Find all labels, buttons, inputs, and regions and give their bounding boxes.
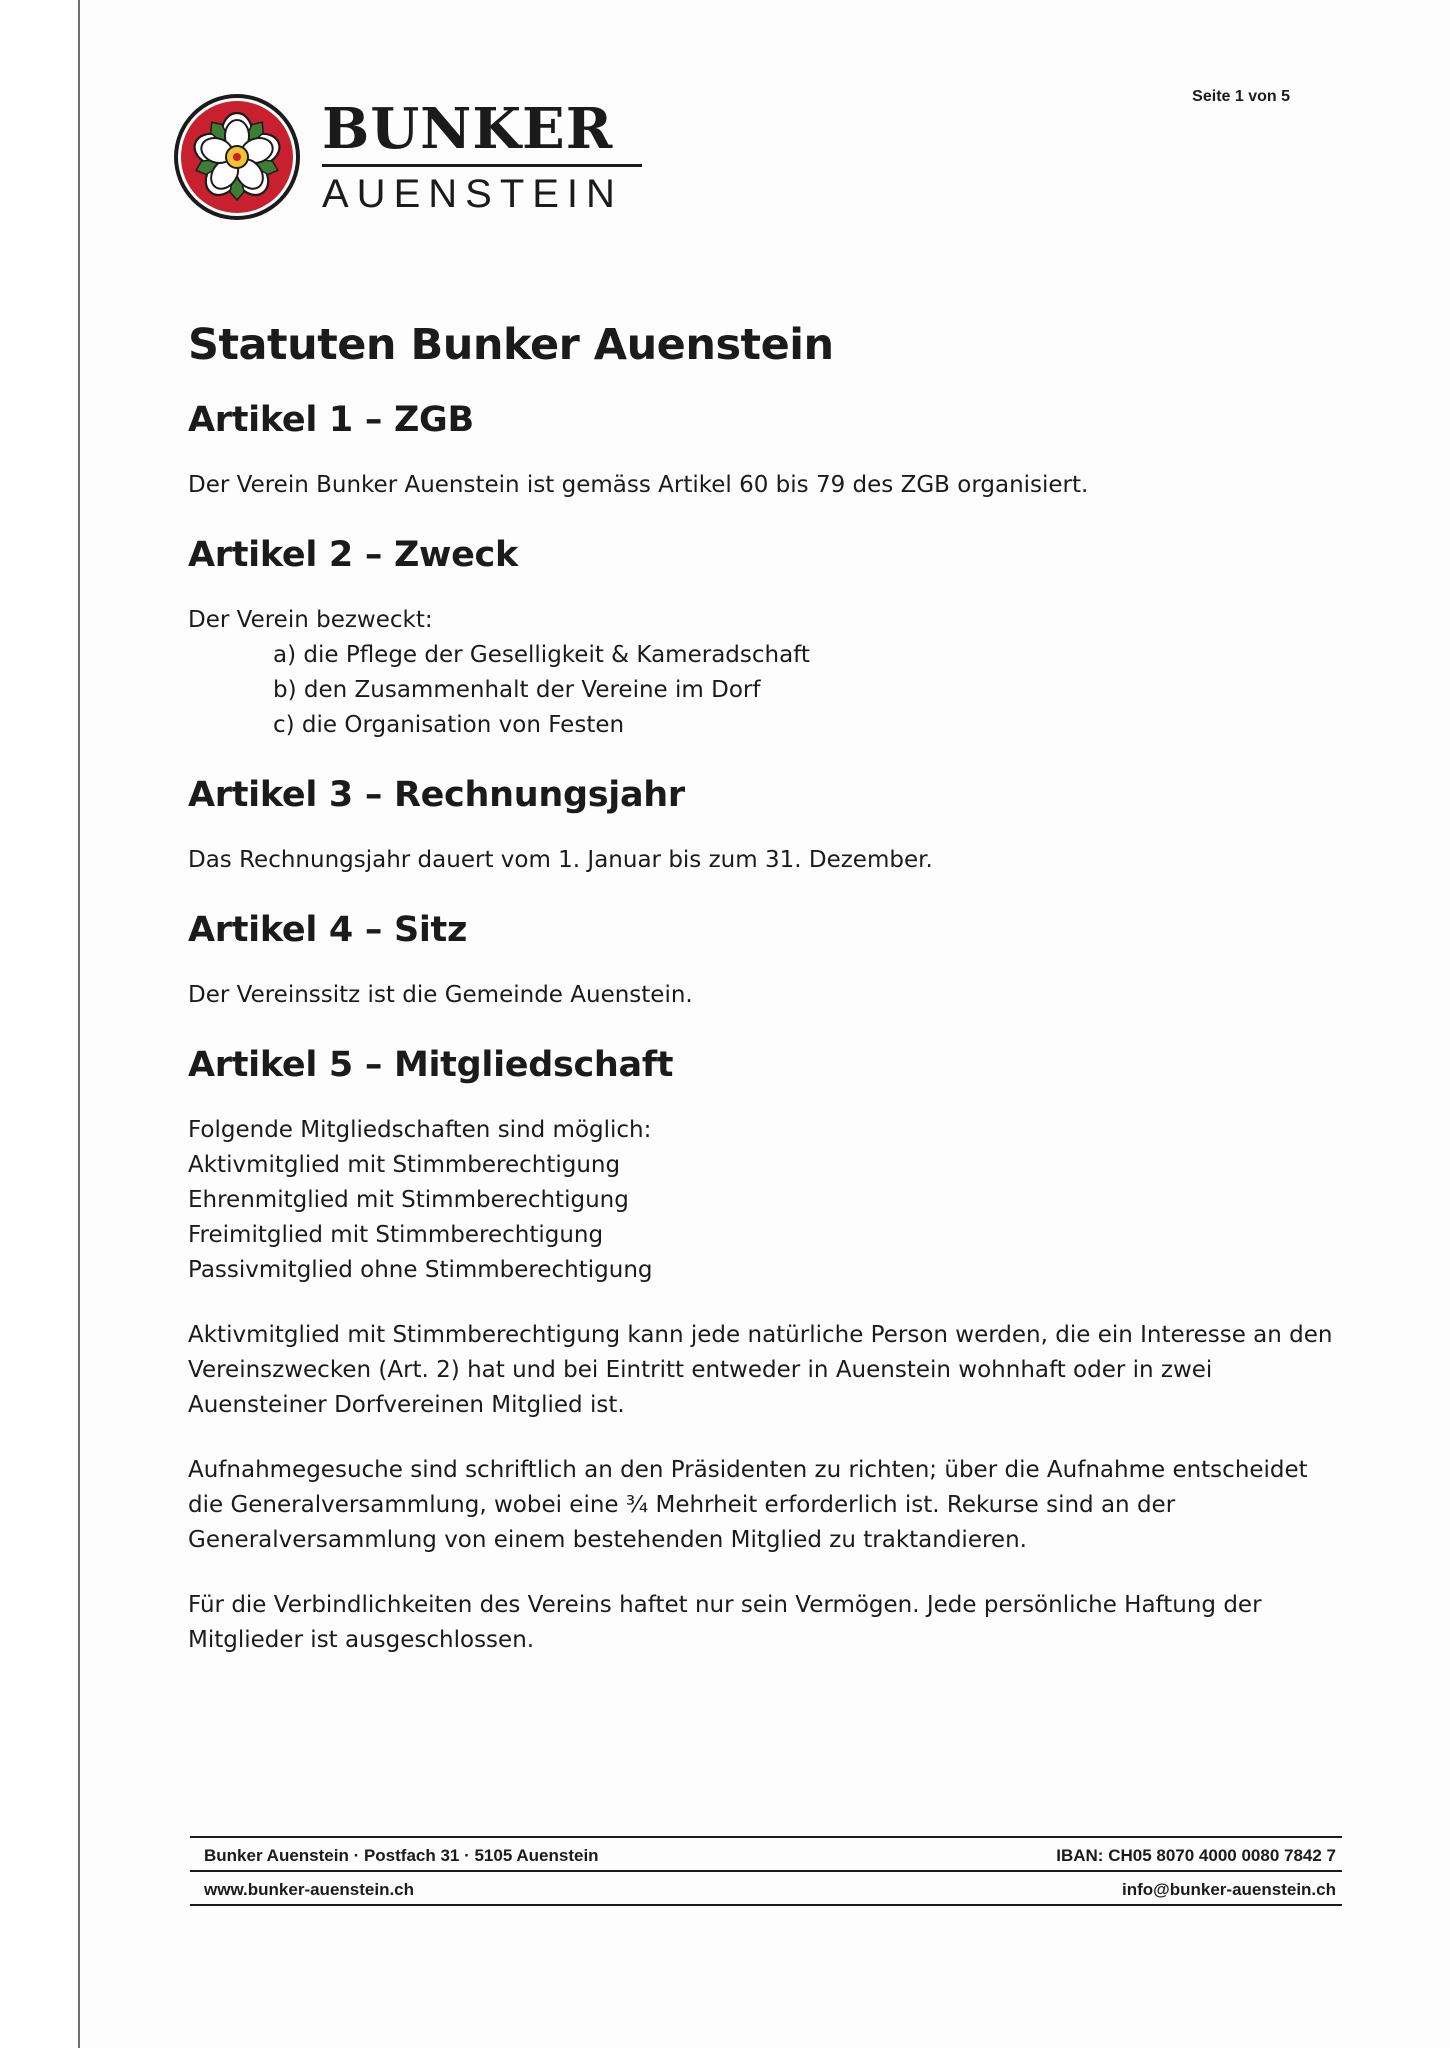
membership-line: Passivmitglied ohne Stimmberechtigung bbox=[188, 1257, 653, 1283]
brand-place: AUENSTEIN bbox=[322, 172, 623, 216]
brand-logo bbox=[172, 92, 642, 232]
membership-line: Freimitglied mit Stimmberechtigung bbox=[188, 1222, 604, 1248]
footer-address: Bunker Auenstein · Postfach 31 · 5105 Auenstein bbox=[204, 1846, 599, 1865]
membership-line: Folgende Mitgliedschaften sind möglich: bbox=[188, 1117, 652, 1143]
list-item: a) die Pflege der Geselligkeit & Kameradschaft bbox=[273, 642, 810, 668]
article-5 bbox=[188, 1045, 1338, 1658]
footer-website[interactable]: www.bunker-auenstein.ch bbox=[204, 1880, 415, 1899]
footer-rule-middle bbox=[190, 1870, 1342, 1872]
article-intro: Der Verein bezweckt: bbox=[188, 607, 433, 633]
article-paragraph: Aktivmitglied mit Stimmberechtigung kann jede natürliche Person werden, die ein Interesse an den Vereinszwecken (Art. 2) hat und bei Eintritt entweder in Auenstein wohnhaft oder in zwei Auensteiner Dorfvereinen Mitglied ist. bbox=[188, 1322, 1333, 1418]
article-heading: Artikel 1 – ZGB bbox=[188, 400, 474, 440]
rose-seal-icon bbox=[172, 92, 302, 222]
article-paragraph: Für die Verbindlichkeiten des Vereins haftet nur sein Vermögen. Jede persönliche Haftung der Mitglieder ist ausgeschlossen. bbox=[188, 1592, 1262, 1653]
article-heading: Artikel 5 – Mitgliedschaft bbox=[188, 1045, 674, 1085]
purpose-list bbox=[188, 638, 1338, 743]
brand-divider bbox=[322, 164, 642, 167]
document-body bbox=[188, 320, 1338, 1690]
membership-line: Aktivmitglied mit Stimmberechtigung bbox=[188, 1152, 621, 1178]
list-item: c) die Organisation von Festen bbox=[273, 712, 625, 738]
footer-iban: IBAN: CH05 8070 4000 0080 7842 7 bbox=[1056, 1846, 1336, 1865]
page-indicator: Seite 1 von 5 bbox=[1192, 88, 1290, 105]
brand-name: BUNKER bbox=[322, 96, 614, 162]
article-4 bbox=[188, 910, 1338, 1013]
article-heading: Artikel 2 – Zweck bbox=[188, 535, 518, 575]
membership-line: Ehrenmitglied mit Stimmberechtigung bbox=[188, 1187, 629, 1213]
document-title: Statuten Bunker Auenstein bbox=[188, 320, 834, 370]
article-3 bbox=[188, 775, 1338, 878]
article-text: Der Vereinssitz ist die Gemeinde Auenstein. bbox=[188, 982, 693, 1008]
footer-rule-bottom bbox=[190, 1904, 1342, 1906]
article-text: Das Rechnungsjahr dauert vom 1. Januar bis zum 31. Dezember. bbox=[188, 847, 933, 873]
article-heading: Artikel 3 – Rechnungsjahr bbox=[188, 775, 685, 815]
article-1 bbox=[188, 400, 1338, 503]
footer-email[interactable]: info@bunker-auenstein.ch bbox=[1122, 1880, 1336, 1899]
footer-rule-top bbox=[190, 1836, 1342, 1838]
article-paragraph: Aufnahmegesuche sind schriftlich an den Präsidenten zu richten; über die Aufnahme entscheidet die Generalversammlung, wobei eine ¾ Mehrheit erforderlich ist. Rekurse sind an der Generalversammlung von einem bestehenden Mitglied zu traktandieren. bbox=[188, 1457, 1308, 1553]
article-text: Der Verein Bunker Auenstein ist gemäss Artikel 60 bis 79 des ZGB organisiert. bbox=[188, 472, 1089, 498]
article-2 bbox=[188, 535, 1338, 743]
article-heading: Artikel 4 – Sitz bbox=[188, 910, 468, 950]
list-item: b) den Zusammenhalt der Vereine im Dorf bbox=[273, 677, 761, 703]
